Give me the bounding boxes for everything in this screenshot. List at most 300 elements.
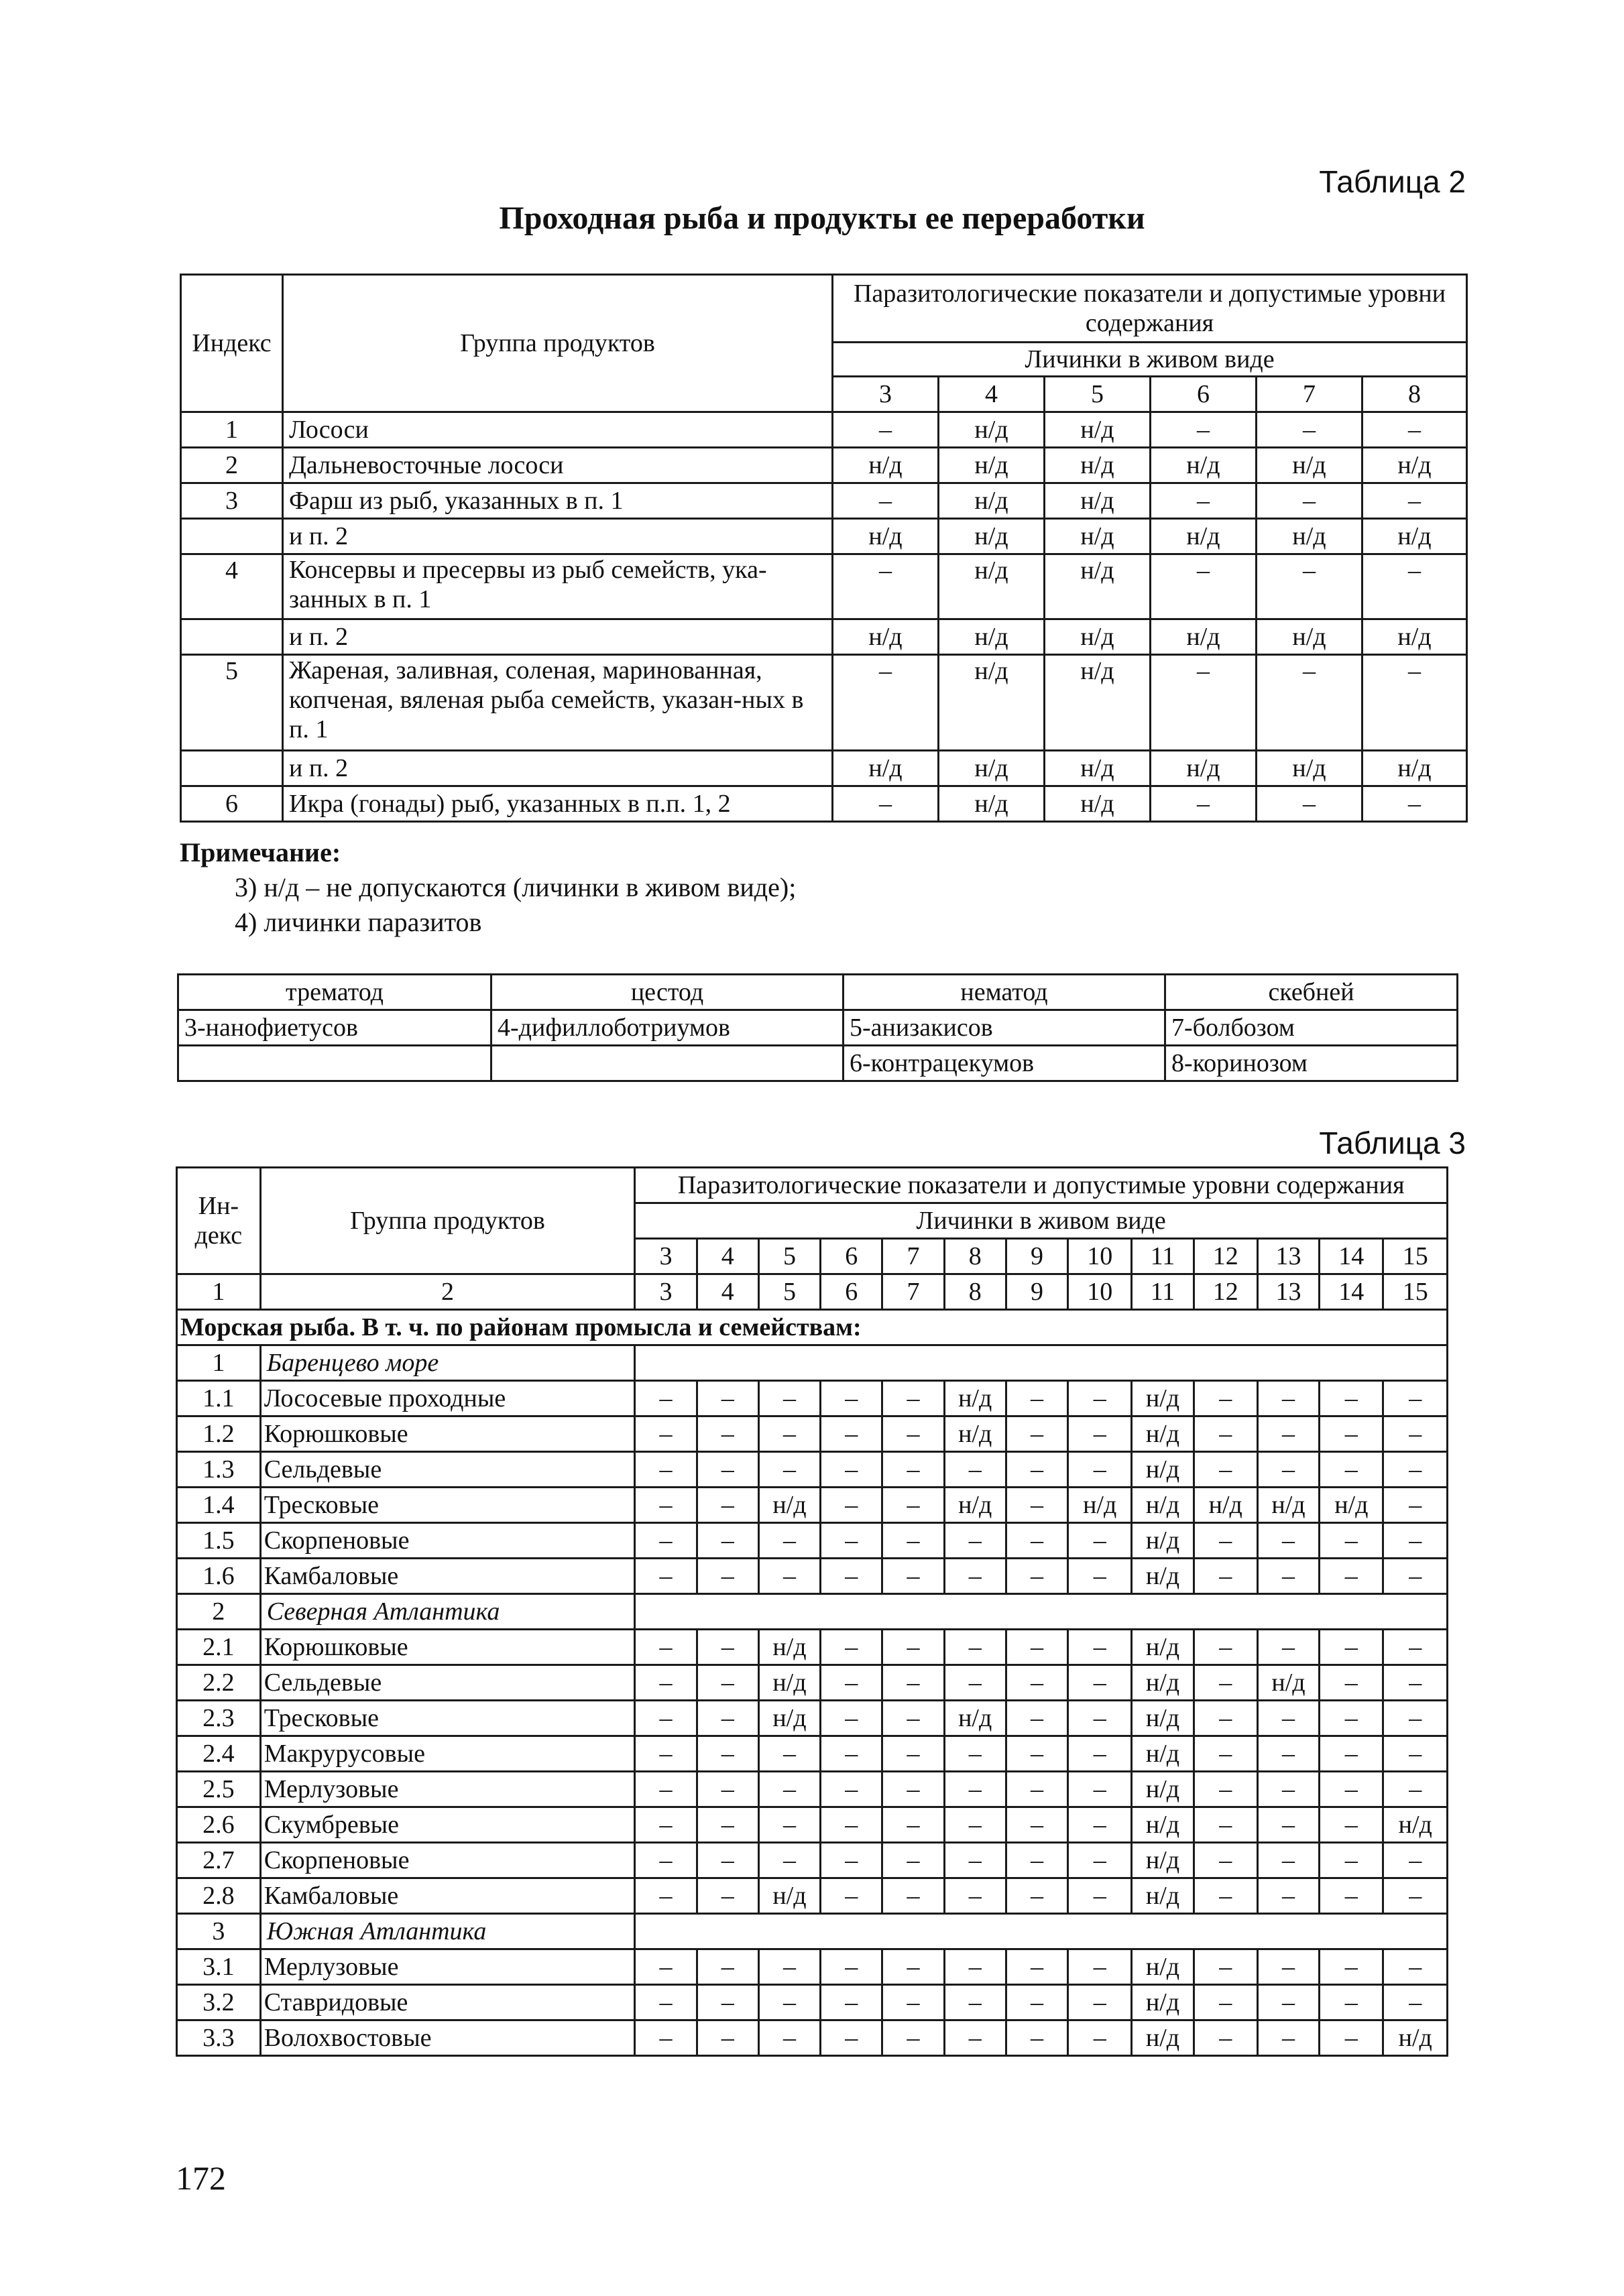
table2-column-number: 4 bbox=[939, 377, 1045, 412]
row-value: – bbox=[635, 1772, 697, 1807]
table-row bbox=[178, 1010, 1458, 1046]
table2-column-number: 7 bbox=[1257, 377, 1362, 412]
region-name: Северная Атлантика bbox=[260, 1594, 635, 1630]
row-value: – bbox=[697, 1985, 758, 2020]
table-row bbox=[181, 619, 1467, 655]
row-value: н/д bbox=[1362, 519, 1467, 554]
row-value: – bbox=[882, 2020, 944, 2056]
row-value: – bbox=[882, 1452, 944, 1488]
table-row bbox=[177, 1736, 1448, 1772]
row-index: 2.1 bbox=[177, 1630, 261, 1665]
row-value: – bbox=[882, 1985, 944, 2020]
row-value: н/д bbox=[939, 786, 1045, 822]
row-value: н/д bbox=[1151, 751, 1257, 786]
row-value: – bbox=[882, 1736, 944, 1772]
row-value: – bbox=[1068, 1807, 1132, 1843]
row-value: н/д bbox=[758, 1630, 820, 1665]
row-value: н/д bbox=[1132, 1878, 1194, 1914]
table2-header-index: Индекс bbox=[181, 275, 283, 412]
row-value: – bbox=[882, 1772, 944, 1807]
row-value: – bbox=[1383, 1665, 1448, 1701]
row-product-group: Консервы и пресервы из рыб семейств, ука-занных в п. 1 bbox=[283, 554, 833, 619]
row-value: н/д bbox=[758, 1701, 820, 1736]
row-value: – bbox=[944, 1736, 1006, 1772]
row-value: н/д bbox=[1132, 1416, 1194, 1452]
row-value: – bbox=[1006, 1736, 1067, 1772]
parasite-code: 3-нанофиетусов bbox=[178, 1010, 491, 1046]
row-value: н/д bbox=[939, 519, 1045, 554]
row-index: 1 bbox=[181, 412, 283, 448]
row-value: – bbox=[635, 1665, 697, 1701]
row-value: – bbox=[821, 1416, 882, 1452]
row-value: – bbox=[635, 1488, 697, 1523]
row-value: н/д bbox=[1132, 2020, 1194, 2056]
table3-label: Таблица 3 bbox=[1319, 1126, 1466, 1160]
row-value: – bbox=[1320, 1630, 1383, 1665]
row-value: – bbox=[1151, 483, 1257, 519]
row-product-group: Скумбревые bbox=[260, 1807, 635, 1843]
table3-column-number: 12 bbox=[1194, 1239, 1257, 1274]
row-value: – bbox=[1068, 2020, 1132, 2056]
row-index: 1.6 bbox=[177, 1559, 261, 1594]
table-row bbox=[177, 1843, 1448, 1878]
row-index: 1.5 bbox=[177, 1523, 261, 1559]
row-value: – bbox=[1006, 1949, 1067, 1985]
row-value: – bbox=[697, 1701, 758, 1736]
table-row bbox=[177, 1523, 1448, 1559]
row-value: – bbox=[1257, 1949, 1319, 1985]
row-value: – bbox=[635, 1523, 697, 1559]
row-value: – bbox=[1006, 1416, 1067, 1452]
row-index: 2.4 bbox=[177, 1736, 261, 1772]
row-value: н/д bbox=[1194, 1488, 1257, 1523]
table-row bbox=[181, 554, 1467, 619]
row-value: – bbox=[1320, 1416, 1383, 1452]
row-value: – bbox=[1068, 1985, 1132, 2020]
row-value: – bbox=[1194, 1665, 1257, 1701]
row-value: – bbox=[833, 554, 939, 619]
row-value: н/д bbox=[939, 412, 1045, 448]
row-value: н/д bbox=[1045, 483, 1151, 519]
table3-numbering-cell: 14 bbox=[1320, 1274, 1383, 1310]
row-index bbox=[181, 619, 283, 655]
row-value: – bbox=[1068, 1878, 1132, 1914]
row-index: 2.7 bbox=[177, 1843, 261, 1878]
row-value: – bbox=[1194, 1701, 1257, 1736]
row-value: н/д bbox=[1132, 1772, 1194, 1807]
row-value: н/д bbox=[944, 1488, 1006, 1523]
table-row bbox=[177, 1630, 1448, 1665]
row-value: – bbox=[821, 1985, 882, 2020]
row-index: 2.6 bbox=[177, 1807, 261, 1843]
row-value: – bbox=[1383, 1843, 1448, 1878]
row-value: – bbox=[1383, 1985, 1448, 2020]
row-value: – bbox=[821, 2020, 882, 2056]
row-product-group: Волохвостовые bbox=[260, 2020, 635, 2056]
row-value: – bbox=[1257, 1381, 1319, 1416]
row-value: н/д bbox=[758, 1878, 820, 1914]
row-value: – bbox=[635, 1381, 697, 1416]
row-value: – bbox=[1383, 1452, 1448, 1488]
row-index: 4 bbox=[181, 554, 283, 619]
row-value: – bbox=[1257, 1416, 1319, 1452]
row-value: – bbox=[1194, 1381, 1257, 1416]
row-value: – bbox=[697, 1416, 758, 1452]
table3-column-number: 7 bbox=[882, 1239, 944, 1274]
note-line: 3) н/д – не допускаются (личинки в живом виде); bbox=[235, 872, 797, 902]
row-value: – bbox=[1257, 412, 1362, 448]
table3-numbering-cell: 2 bbox=[260, 1274, 635, 1310]
row-value: н/д bbox=[758, 1488, 820, 1523]
row-value: н/д bbox=[1383, 2020, 1448, 2056]
row-value: – bbox=[1257, 483, 1362, 519]
row-value: н/д bbox=[833, 619, 939, 655]
row-value: – bbox=[1320, 1381, 1383, 1416]
row-value: – bbox=[1257, 1559, 1319, 1594]
row-value: – bbox=[1006, 1488, 1067, 1523]
table-row bbox=[177, 1452, 1448, 1488]
row-value: – bbox=[821, 1701, 882, 1736]
row-value: – bbox=[833, 483, 939, 519]
row-value: – bbox=[635, 1949, 697, 1985]
row-value: – bbox=[1257, 786, 1362, 822]
table-row bbox=[177, 1772, 1448, 1807]
row-value: – bbox=[635, 1630, 697, 1665]
row-value: – bbox=[1362, 412, 1467, 448]
table2 bbox=[180, 274, 1468, 823]
row-product-group: Ставридовые bbox=[260, 1985, 635, 2020]
table3-header-params: Паразитологические показатели и допустимые уровни содержания bbox=[635, 1168, 1448, 1203]
row-value: н/д bbox=[944, 1701, 1006, 1736]
parasite-code bbox=[491, 1046, 844, 1081]
row-value: – bbox=[697, 1843, 758, 1878]
parasite-code: 5-анизакисов bbox=[844, 1010, 1165, 1046]
table3-column-number: 13 bbox=[1257, 1239, 1319, 1274]
table3-column-number: 4 bbox=[697, 1239, 758, 1274]
row-value: – bbox=[1320, 1523, 1383, 1559]
row-value: – bbox=[821, 1630, 882, 1665]
table3-header-larvae: Личинки в живом виде bbox=[635, 1203, 1448, 1239]
row-value: – bbox=[1006, 1843, 1067, 1878]
row-value: – bbox=[944, 1452, 1006, 1488]
row-value: н/д bbox=[1045, 751, 1151, 786]
row-value: н/д bbox=[1151, 519, 1257, 554]
row-value: – bbox=[1194, 1949, 1257, 1985]
table3-numbering-cell: 15 bbox=[1383, 1274, 1448, 1310]
row-value: – bbox=[635, 1807, 697, 1843]
row-value: – bbox=[1362, 786, 1467, 822]
row-value: н/д bbox=[1045, 448, 1151, 483]
row-value: – bbox=[821, 1807, 882, 1843]
row-value: – bbox=[1257, 655, 1362, 751]
row-value: – bbox=[1383, 1559, 1448, 1594]
row-value: н/д bbox=[1132, 1381, 1194, 1416]
row-value: – bbox=[882, 1878, 944, 1914]
row-value: – bbox=[1151, 786, 1257, 822]
row-value: – bbox=[1257, 1985, 1319, 2020]
row-value: – bbox=[697, 1630, 758, 1665]
row-value: н/д bbox=[1045, 412, 1151, 448]
table3 bbox=[176, 1166, 1448, 2057]
row-value: н/д bbox=[1132, 1488, 1194, 1523]
row-value: – bbox=[882, 1416, 944, 1452]
row-value: – bbox=[758, 1949, 820, 1985]
table-row bbox=[181, 448, 1467, 483]
table-row bbox=[177, 2020, 1448, 2056]
row-value: – bbox=[1383, 1416, 1448, 1452]
row-value: – bbox=[821, 1523, 882, 1559]
row-product-group: Дальневосточные лососи bbox=[283, 448, 833, 483]
row-value: – bbox=[1383, 1878, 1448, 1914]
row-value: н/д bbox=[1132, 1949, 1194, 1985]
row-index: 1.3 bbox=[177, 1452, 261, 1488]
row-index: 5 bbox=[181, 655, 283, 751]
row-value: – bbox=[1006, 1985, 1067, 2020]
row-value: н/д bbox=[1362, 619, 1467, 655]
row-value: – bbox=[821, 1488, 882, 1523]
row-value: н/д bbox=[1151, 448, 1257, 483]
row-value: н/д bbox=[1257, 448, 1362, 483]
row-index: 2 bbox=[177, 1594, 261, 1630]
row-value: – bbox=[1257, 1807, 1319, 1843]
row-value: – bbox=[1068, 1452, 1132, 1488]
parasite-group-header: трематод bbox=[178, 975, 491, 1010]
row-value: н/д bbox=[1362, 751, 1467, 786]
row-value: н/д bbox=[939, 619, 1045, 655]
region-empty-cell bbox=[635, 1594, 1448, 1630]
row-value: – bbox=[944, 1559, 1006, 1594]
row-value: – bbox=[758, 1452, 820, 1488]
region-empty-cell bbox=[635, 1914, 1448, 1949]
page-number: 172 bbox=[176, 2159, 226, 2197]
parasite-group-header: цестод bbox=[491, 975, 844, 1010]
row-value: н/д bbox=[1257, 619, 1362, 655]
row-product-group: Корюшковые bbox=[260, 1416, 635, 1452]
row-value: – bbox=[882, 1381, 944, 1416]
table-row bbox=[177, 1807, 1448, 1843]
row-value: – bbox=[1068, 1630, 1132, 1665]
row-product-group: Корюшковые bbox=[260, 1630, 635, 1665]
table3-header-group: Группа продуктов bbox=[260, 1168, 635, 1274]
row-product-group: Фарш из рыб, указанных в п. 1 bbox=[283, 483, 833, 519]
table-row bbox=[177, 1878, 1448, 1914]
row-value: н/д bbox=[1132, 1559, 1194, 1594]
row-value: н/д bbox=[1132, 1701, 1194, 1736]
table-row bbox=[177, 1416, 1448, 1452]
table3-column-number: 9 bbox=[1006, 1239, 1067, 1274]
table2-column-number: 8 bbox=[1362, 377, 1467, 412]
row-value: – bbox=[944, 1772, 1006, 1807]
row-value: н/д bbox=[1045, 519, 1151, 554]
table-row bbox=[177, 1488, 1448, 1523]
row-value: – bbox=[1068, 1736, 1132, 1772]
row-index: 3 bbox=[177, 1914, 261, 1949]
row-value: – bbox=[758, 2020, 820, 2056]
row-value: – bbox=[635, 1701, 697, 1736]
row-value: – bbox=[1320, 2020, 1383, 2056]
row-value: н/д bbox=[1132, 1665, 1194, 1701]
row-product-group: Сельдевые bbox=[260, 1665, 635, 1701]
row-value: – bbox=[1257, 1452, 1319, 1488]
parasite-group-header: нематод bbox=[844, 975, 1165, 1010]
row-value: – bbox=[944, 1630, 1006, 1665]
row-value: – bbox=[1006, 1701, 1067, 1736]
row-value: – bbox=[1320, 1452, 1383, 1488]
row-value: – bbox=[821, 1381, 882, 1416]
row-product-group: и п. 2 bbox=[283, 519, 833, 554]
row-value: – bbox=[635, 1878, 697, 1914]
row-value: – bbox=[882, 1559, 944, 1594]
row-value: – bbox=[1383, 1736, 1448, 1772]
table-row bbox=[181, 483, 1467, 519]
row-value: – bbox=[697, 1665, 758, 1701]
table3-numbering-cell: 10 bbox=[1068, 1274, 1132, 1310]
row-value: – bbox=[1194, 1772, 1257, 1807]
region-empty-cell bbox=[635, 1345, 1448, 1381]
row-value: – bbox=[821, 1772, 882, 1807]
row-value: – bbox=[882, 1488, 944, 1523]
row-value: – bbox=[697, 2020, 758, 2056]
row-value: – bbox=[821, 1843, 882, 1878]
row-value: – bbox=[1194, 1843, 1257, 1878]
row-value: – bbox=[1257, 1523, 1319, 1559]
row-value: – bbox=[882, 1523, 944, 1559]
table2-column-number: 5 bbox=[1045, 377, 1151, 412]
row-value: – bbox=[821, 1559, 882, 1594]
row-value: – bbox=[1194, 1559, 1257, 1594]
row-value: – bbox=[1194, 1452, 1257, 1488]
row-value: – bbox=[1006, 2020, 1067, 2056]
row-value: – bbox=[821, 1452, 882, 1488]
row-value: – bbox=[821, 1665, 882, 1701]
row-value: – bbox=[1257, 554, 1362, 619]
row-value: – bbox=[758, 1523, 820, 1559]
row-value: – bbox=[1320, 1736, 1383, 1772]
row-value: н/д bbox=[939, 554, 1045, 619]
row-value: – bbox=[758, 1772, 820, 1807]
table3-numbering-cell: 5 bbox=[758, 1274, 820, 1310]
row-value: н/д bbox=[1068, 1488, 1132, 1523]
row-value: – bbox=[1068, 1701, 1132, 1736]
row-product-group: и п. 2 bbox=[283, 751, 833, 786]
row-index: 2.2 bbox=[177, 1665, 261, 1701]
table3-numbering-cell: 4 bbox=[697, 1274, 758, 1310]
row-value: н/д bbox=[1383, 1807, 1448, 1843]
row-value: – bbox=[944, 1843, 1006, 1878]
row-index: 2.5 bbox=[177, 1772, 261, 1807]
row-value: – bbox=[1006, 1630, 1067, 1665]
row-value: – bbox=[1194, 1630, 1257, 1665]
table3-column-number: 8 bbox=[944, 1239, 1006, 1274]
row-value: н/д bbox=[1045, 786, 1151, 822]
row-value: – bbox=[1006, 1665, 1067, 1701]
table3-numbering-cell: 6 bbox=[821, 1274, 882, 1310]
table3-numbering-cell: 7 bbox=[882, 1274, 944, 1310]
row-value: – bbox=[1320, 1985, 1383, 2020]
row-value: н/д bbox=[1257, 1488, 1319, 1523]
row-value: – bbox=[697, 1381, 758, 1416]
row-product-group: и п. 2 bbox=[283, 619, 833, 655]
row-value: – bbox=[882, 1949, 944, 1985]
row-value: н/д bbox=[939, 655, 1045, 751]
row-value: н/д bbox=[1132, 1985, 1194, 2020]
row-value: – bbox=[1257, 1701, 1319, 1736]
row-value: – bbox=[944, 2020, 1006, 2056]
row-value: – bbox=[1006, 1807, 1067, 1843]
row-value: н/д bbox=[1132, 1736, 1194, 1772]
table3-column-number: 10 bbox=[1068, 1239, 1132, 1274]
table3-numbering-cell: 8 bbox=[944, 1274, 1006, 1310]
row-value: – bbox=[758, 1416, 820, 1452]
note-line: 4) личинки паразитов bbox=[235, 907, 482, 937]
row-value: – bbox=[1257, 1772, 1319, 1807]
note-heading: Примечание: bbox=[180, 837, 341, 867]
row-value: – bbox=[944, 1949, 1006, 1985]
parasite-legend-table bbox=[177, 973, 1458, 1082]
row-product-group: Мерлузовые bbox=[260, 1772, 635, 1807]
row-value: – bbox=[635, 1985, 697, 2020]
row-value: – bbox=[1362, 554, 1467, 619]
row-value: – bbox=[1257, 1843, 1319, 1878]
row-value: – bbox=[1006, 1381, 1067, 1416]
row-index: 1.1 bbox=[177, 1381, 261, 1416]
row-value: – bbox=[758, 1736, 820, 1772]
row-value: – bbox=[944, 1523, 1006, 1559]
row-value: – bbox=[1320, 1949, 1383, 1985]
row-value: н/д bbox=[939, 448, 1045, 483]
parasite-code: 6-контрацекумов bbox=[844, 1046, 1165, 1081]
row-value: – bbox=[882, 1665, 944, 1701]
row-index: 3.3 bbox=[177, 2020, 261, 2056]
row-value: – bbox=[1151, 655, 1257, 751]
parasite-code bbox=[178, 1046, 491, 1081]
row-value: – bbox=[1068, 1772, 1132, 1807]
table-row bbox=[177, 1381, 1448, 1416]
row-value: – bbox=[1068, 1949, 1132, 1985]
row-value: н/д bbox=[1132, 1630, 1194, 1665]
row-product-group: Камбаловые bbox=[260, 1559, 635, 1594]
row-value: – bbox=[882, 1807, 944, 1843]
table-row bbox=[177, 1701, 1448, 1736]
row-value: – bbox=[821, 1736, 882, 1772]
row-value: н/д bbox=[1045, 619, 1151, 655]
row-index bbox=[181, 519, 283, 554]
table3-numbering-cell: 9 bbox=[1006, 1274, 1067, 1310]
row-value: – bbox=[697, 1949, 758, 1985]
row-value: – bbox=[697, 1736, 758, 1772]
row-value: – bbox=[1194, 1878, 1257, 1914]
row-value: – bbox=[758, 1807, 820, 1843]
row-index: 3.2 bbox=[177, 1985, 261, 2020]
table-row bbox=[181, 412, 1467, 448]
table-row bbox=[177, 1985, 1448, 2020]
table3-numbering-cell: 12 bbox=[1194, 1274, 1257, 1310]
row-value: – bbox=[1320, 1665, 1383, 1701]
row-product-group: Лососи bbox=[283, 412, 833, 448]
row-value: – bbox=[1320, 1701, 1383, 1736]
row-value: – bbox=[1383, 1701, 1448, 1736]
row-product-group: Тресковые bbox=[260, 1701, 635, 1736]
row-value: – bbox=[833, 412, 939, 448]
row-value: – bbox=[1006, 1523, 1067, 1559]
parasite-code: 8-коринозом bbox=[1165, 1046, 1458, 1081]
row-value: – bbox=[697, 1452, 758, 1488]
row-index: 1.2 bbox=[177, 1416, 261, 1452]
table2-header-larvae: Личинки в живом виде bbox=[833, 343, 1467, 377]
row-value: – bbox=[882, 1701, 944, 1736]
table-row bbox=[177, 1949, 1448, 1985]
row-index: 6 bbox=[181, 786, 283, 822]
